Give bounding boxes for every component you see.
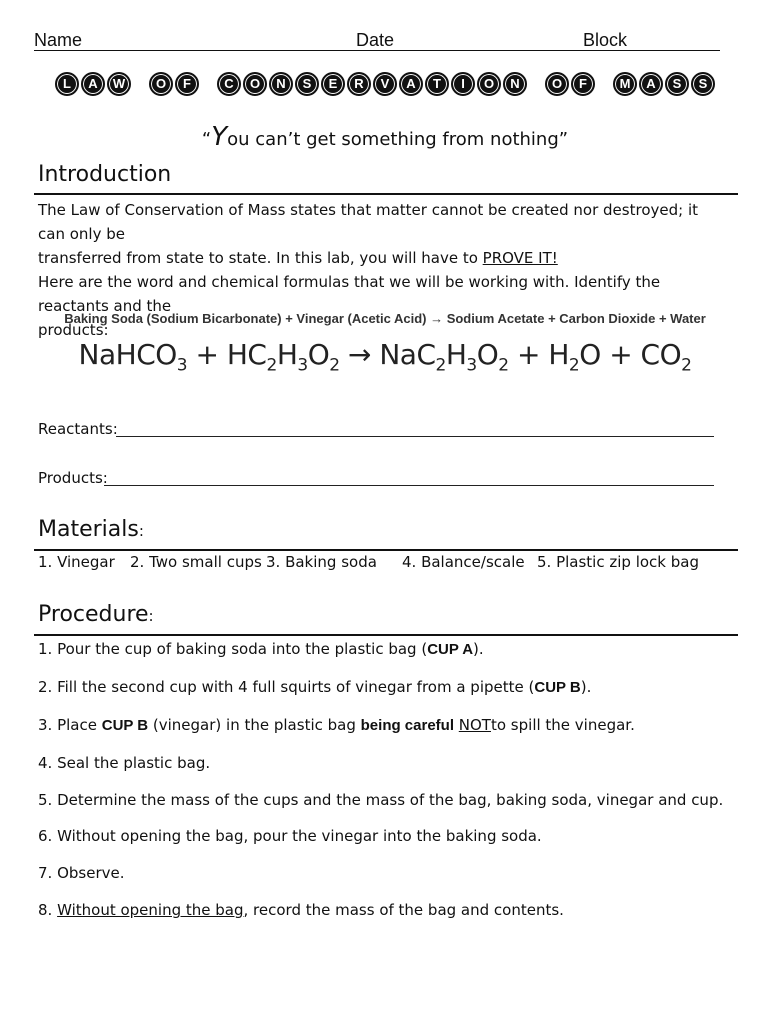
intro-line-3: Here are the word and chemical formulas that we will be working with. Identify the reactants and the xyxy=(38,273,661,315)
material-item: 3. Baking soda xyxy=(266,553,377,571)
equation-term: H xyxy=(276,338,298,371)
equation-term: + HC xyxy=(187,338,267,371)
quote-open: “ xyxy=(201,129,212,150)
equation-term: O + CO xyxy=(579,338,682,371)
title-letter: A xyxy=(81,72,105,96)
materials-rule xyxy=(34,549,738,551)
step-2-text: 2. Fill the second cup with 4 full squirts of vinegar from a pipette ( xyxy=(38,678,535,696)
equation-subscript: 2 xyxy=(329,355,340,376)
block-label: Block xyxy=(583,30,628,50)
title-letter: S xyxy=(665,72,689,96)
date-label: Date xyxy=(356,30,395,50)
materials-heading-text: Materials xyxy=(38,517,139,542)
title-letter: V xyxy=(373,72,397,96)
equation-subscript: 2 xyxy=(435,355,446,376)
header-underline xyxy=(34,50,720,51)
step-1-text: 1. Pour the cup of baking soda into the plastic bag ( xyxy=(38,640,428,658)
chemical-equation xyxy=(0,338,770,376)
title-letter: F xyxy=(175,72,199,96)
intro-line-2 xyxy=(38,246,728,270)
equation-subscript: 2 xyxy=(681,355,692,376)
cup-b-label: CUP B xyxy=(534,679,581,696)
introduction-heading: Introduction xyxy=(38,162,172,187)
equation-term: + H xyxy=(508,338,569,371)
procedure-step-7: 7. Observe. xyxy=(38,864,125,882)
material-item: 5. Plastic zip lock bag xyxy=(537,553,699,571)
procedure-colon: : xyxy=(148,607,154,625)
reactants-answer-line[interactable] xyxy=(116,436,714,437)
title-word xyxy=(612,72,716,96)
intro-line-2-text: transferred from state to state. In this lab, you will have to xyxy=(38,249,483,267)
title-letter: N xyxy=(503,72,527,96)
procedure-step-8 xyxy=(38,901,564,919)
word-equation: Baking Soda (Sodium Bicarbonate) + Vinegar (Acetic Acid) → Sodium Acetate + Carbon Dioxide + Water xyxy=(64,311,706,326)
equation-subscript: 2 xyxy=(498,355,509,376)
products-label: Products: xyxy=(38,469,108,487)
title-word xyxy=(54,72,132,96)
step-8-number: 8. xyxy=(38,901,58,919)
equation-term: H xyxy=(445,338,467,371)
equation-subscript: 2 xyxy=(266,355,277,376)
title-letter: O xyxy=(545,72,569,96)
equation-term: NaHCO xyxy=(78,338,177,371)
procedure-step-3 xyxy=(38,716,635,734)
material-item: 2. Two small cups xyxy=(130,553,262,571)
step-3-text: 3. Place xyxy=(38,716,102,734)
material-item: 1. Vinegar xyxy=(38,553,115,571)
title-letter: L xyxy=(55,72,79,96)
subtitle-quote xyxy=(0,122,770,152)
title-letter: R xyxy=(347,72,371,96)
step-1-end: ). xyxy=(473,640,484,658)
step-8-end: , record the mass of the bag and contents. xyxy=(243,901,564,919)
cup-a-label: CUP A xyxy=(427,641,474,658)
title-letter: I xyxy=(451,72,475,96)
step-2-end: ). xyxy=(580,678,592,696)
introduction-rule xyxy=(34,193,738,195)
title-letter: S xyxy=(295,72,319,96)
procedure-step-4: 4. Seal the plastic bag. xyxy=(38,754,211,772)
procedure-step-6: 6. Without opening the bag, pour the vinegar into the baking soda. xyxy=(38,827,542,845)
equation-term: → NaC xyxy=(339,338,436,371)
reactants-label: Reactants: xyxy=(38,420,118,438)
title-letter: O xyxy=(149,72,173,96)
title-letter: A xyxy=(399,72,423,96)
title-word xyxy=(216,72,528,96)
title-letter: F xyxy=(571,72,595,96)
cup-b-label: CUP B xyxy=(101,717,149,734)
prove-it-text: PROVE IT! xyxy=(482,249,558,267)
equation-subscript: 2 xyxy=(568,355,580,376)
name-label: Name xyxy=(34,30,83,50)
procedure-heading-text: Procedure xyxy=(38,602,149,627)
quote-first-letter: Y xyxy=(211,122,228,152)
materials-heading xyxy=(38,517,144,542)
title-letter: C xyxy=(217,72,241,96)
title-letter: M xyxy=(613,72,637,96)
step-3-mid: (vinegar) in the plastic bag xyxy=(148,716,361,734)
title-letter: O xyxy=(477,72,501,96)
quote-rest: ou can’t get something from nothing” xyxy=(227,129,569,150)
equation-subscript: 3 xyxy=(297,355,308,376)
equation-term: O xyxy=(307,338,330,371)
without-opening-text: Without opening the bag xyxy=(57,901,244,919)
title-letter: S xyxy=(691,72,715,96)
title-word xyxy=(148,72,200,96)
materials-colon: : xyxy=(138,522,144,540)
equation-subscript: 3 xyxy=(176,355,188,376)
title-letter: A xyxy=(639,72,663,96)
procedure-step-1 xyxy=(38,640,484,658)
worksheet-title xyxy=(0,72,770,96)
title-letter: N xyxy=(269,72,293,96)
procedure-rule xyxy=(34,634,738,636)
equation-subscript: 3 xyxy=(466,355,477,376)
title-letter: T xyxy=(425,72,449,96)
title-letter: O xyxy=(243,72,267,96)
procedure-step-2 xyxy=(38,678,591,696)
products-answer-line[interactable] xyxy=(104,485,714,486)
intro-line-4: products: xyxy=(38,321,109,339)
step-3-end: to spill the vinegar. xyxy=(490,716,635,734)
material-item: 4. Balance/scale xyxy=(402,553,525,571)
procedure-heading xyxy=(38,602,154,627)
not-text: NOT xyxy=(458,716,491,734)
title-word xyxy=(544,72,596,96)
title-letter: W xyxy=(107,72,131,96)
intro-line-1: The Law of Conservation of Mass states that matter cannot be created nor destroyed; it can only be xyxy=(38,201,698,243)
procedure-step-5: 5. Determine the mass of the cups and the mass of the bag, baking soda, vinegar and cup. xyxy=(38,791,724,809)
title-letter: E xyxy=(321,72,345,96)
being-careful-text: being careful xyxy=(360,717,454,734)
equation-term: O xyxy=(476,338,499,371)
